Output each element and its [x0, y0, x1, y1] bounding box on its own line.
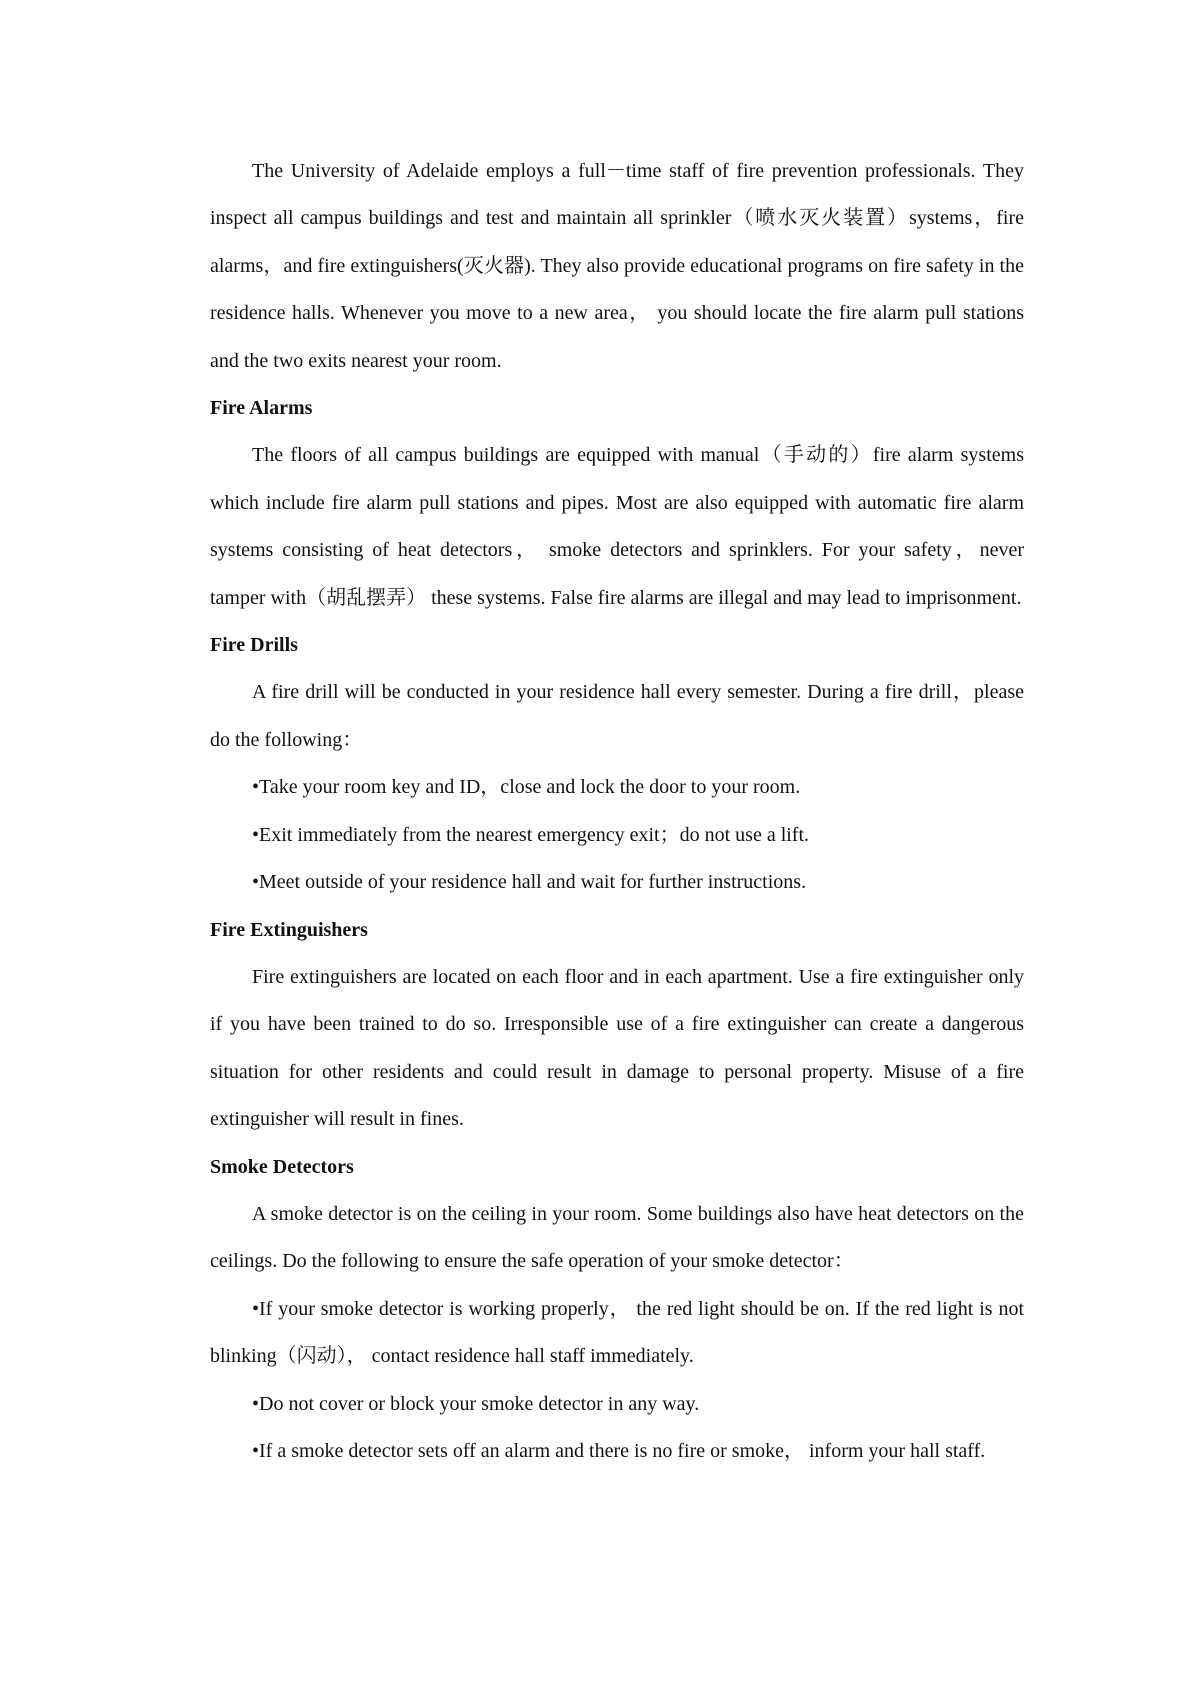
fire-extinguishers-paragraph: Fire extinguishers are located on each floor and in each apartment. Use a fire extinguisher only if you have been trained to do so. Irresponsible use of a fire extinguisher can create a dangerous situation for other residents and could result in damage to personal property. Misuse of a fire extinguisher will result in fines. [210, 965, 1024, 1131]
smoke-detectors-bullet-3: •If a smoke detector sets off an alarm and there is no fire or smoke， inform your hall staff. [252, 1439, 986, 1462]
document-page [210, 148, 1024, 1475]
fire-drills-bullet-2: •Exit immediately from the nearest emergency exit；do not use a lift. [252, 823, 810, 846]
fire-drills-bullet-1: •Take your room key and ID，close and lock the door to your room. [252, 776, 801, 799]
fire-alarms-heading: Fire Alarms [210, 397, 313, 420]
smoke-detectors-bullet-2: •Do not cover or block your smoke detector in any way. [252, 1392, 700, 1415]
smoke-detectors-bullet-1: •If your smoke detector is working properly， the red light should be on. If the red light is not blinking（闪动）， contact residence hall staff immediately. [210, 1297, 1024, 1368]
fire-drills-heading: Fire Drills [210, 634, 298, 657]
fire-drills-bullet-3: •Meet outside of your residence hall and wait for further instructions. [252, 871, 807, 894]
smoke-detectors-heading: Smoke Detectors [210, 1155, 354, 1178]
fire-extinguishers-heading: Fire Extinguishers [210, 918, 368, 941]
intro-paragraph: The University of Adelaide employs a full－time staff of fire prevention professionals. They inspect all campus buildings and test and maintain all sprinkler（喷水灭火装置）systems，fire alarms，and fire extinguishers(灭火器). They also provide educational programs on fire safety in the residence halls. Whenever you move to a new area， you should locate the fire alarm pull stations and the two exits nearest your room. [210, 160, 1024, 372]
fire-alarms-paragraph: The floors of all campus buildings are equipped with manual（手动的）fire alarm systems which include fire alarm pull stations and pipes. Most are also equipped with automatic fire alarm systems consisting of heat detectors， smoke detectors and sprinklers. For your safety，never tamper with（胡乱摆弄） these systems. False fire alarms are illegal and may lead to imprisonment. [210, 444, 1024, 609]
fire-drills-paragraph: A fire drill will be conducted in your residence hall every semester. During a fire drill，please do the following： [210, 681, 1024, 751]
smoke-detectors-paragraph: A smoke detector is on the ceiling in your room. Some buildings also have heat detectors on the ceilings. Do the following to ensure the safe operation of your smoke detector： [210, 1202, 1024, 1273]
